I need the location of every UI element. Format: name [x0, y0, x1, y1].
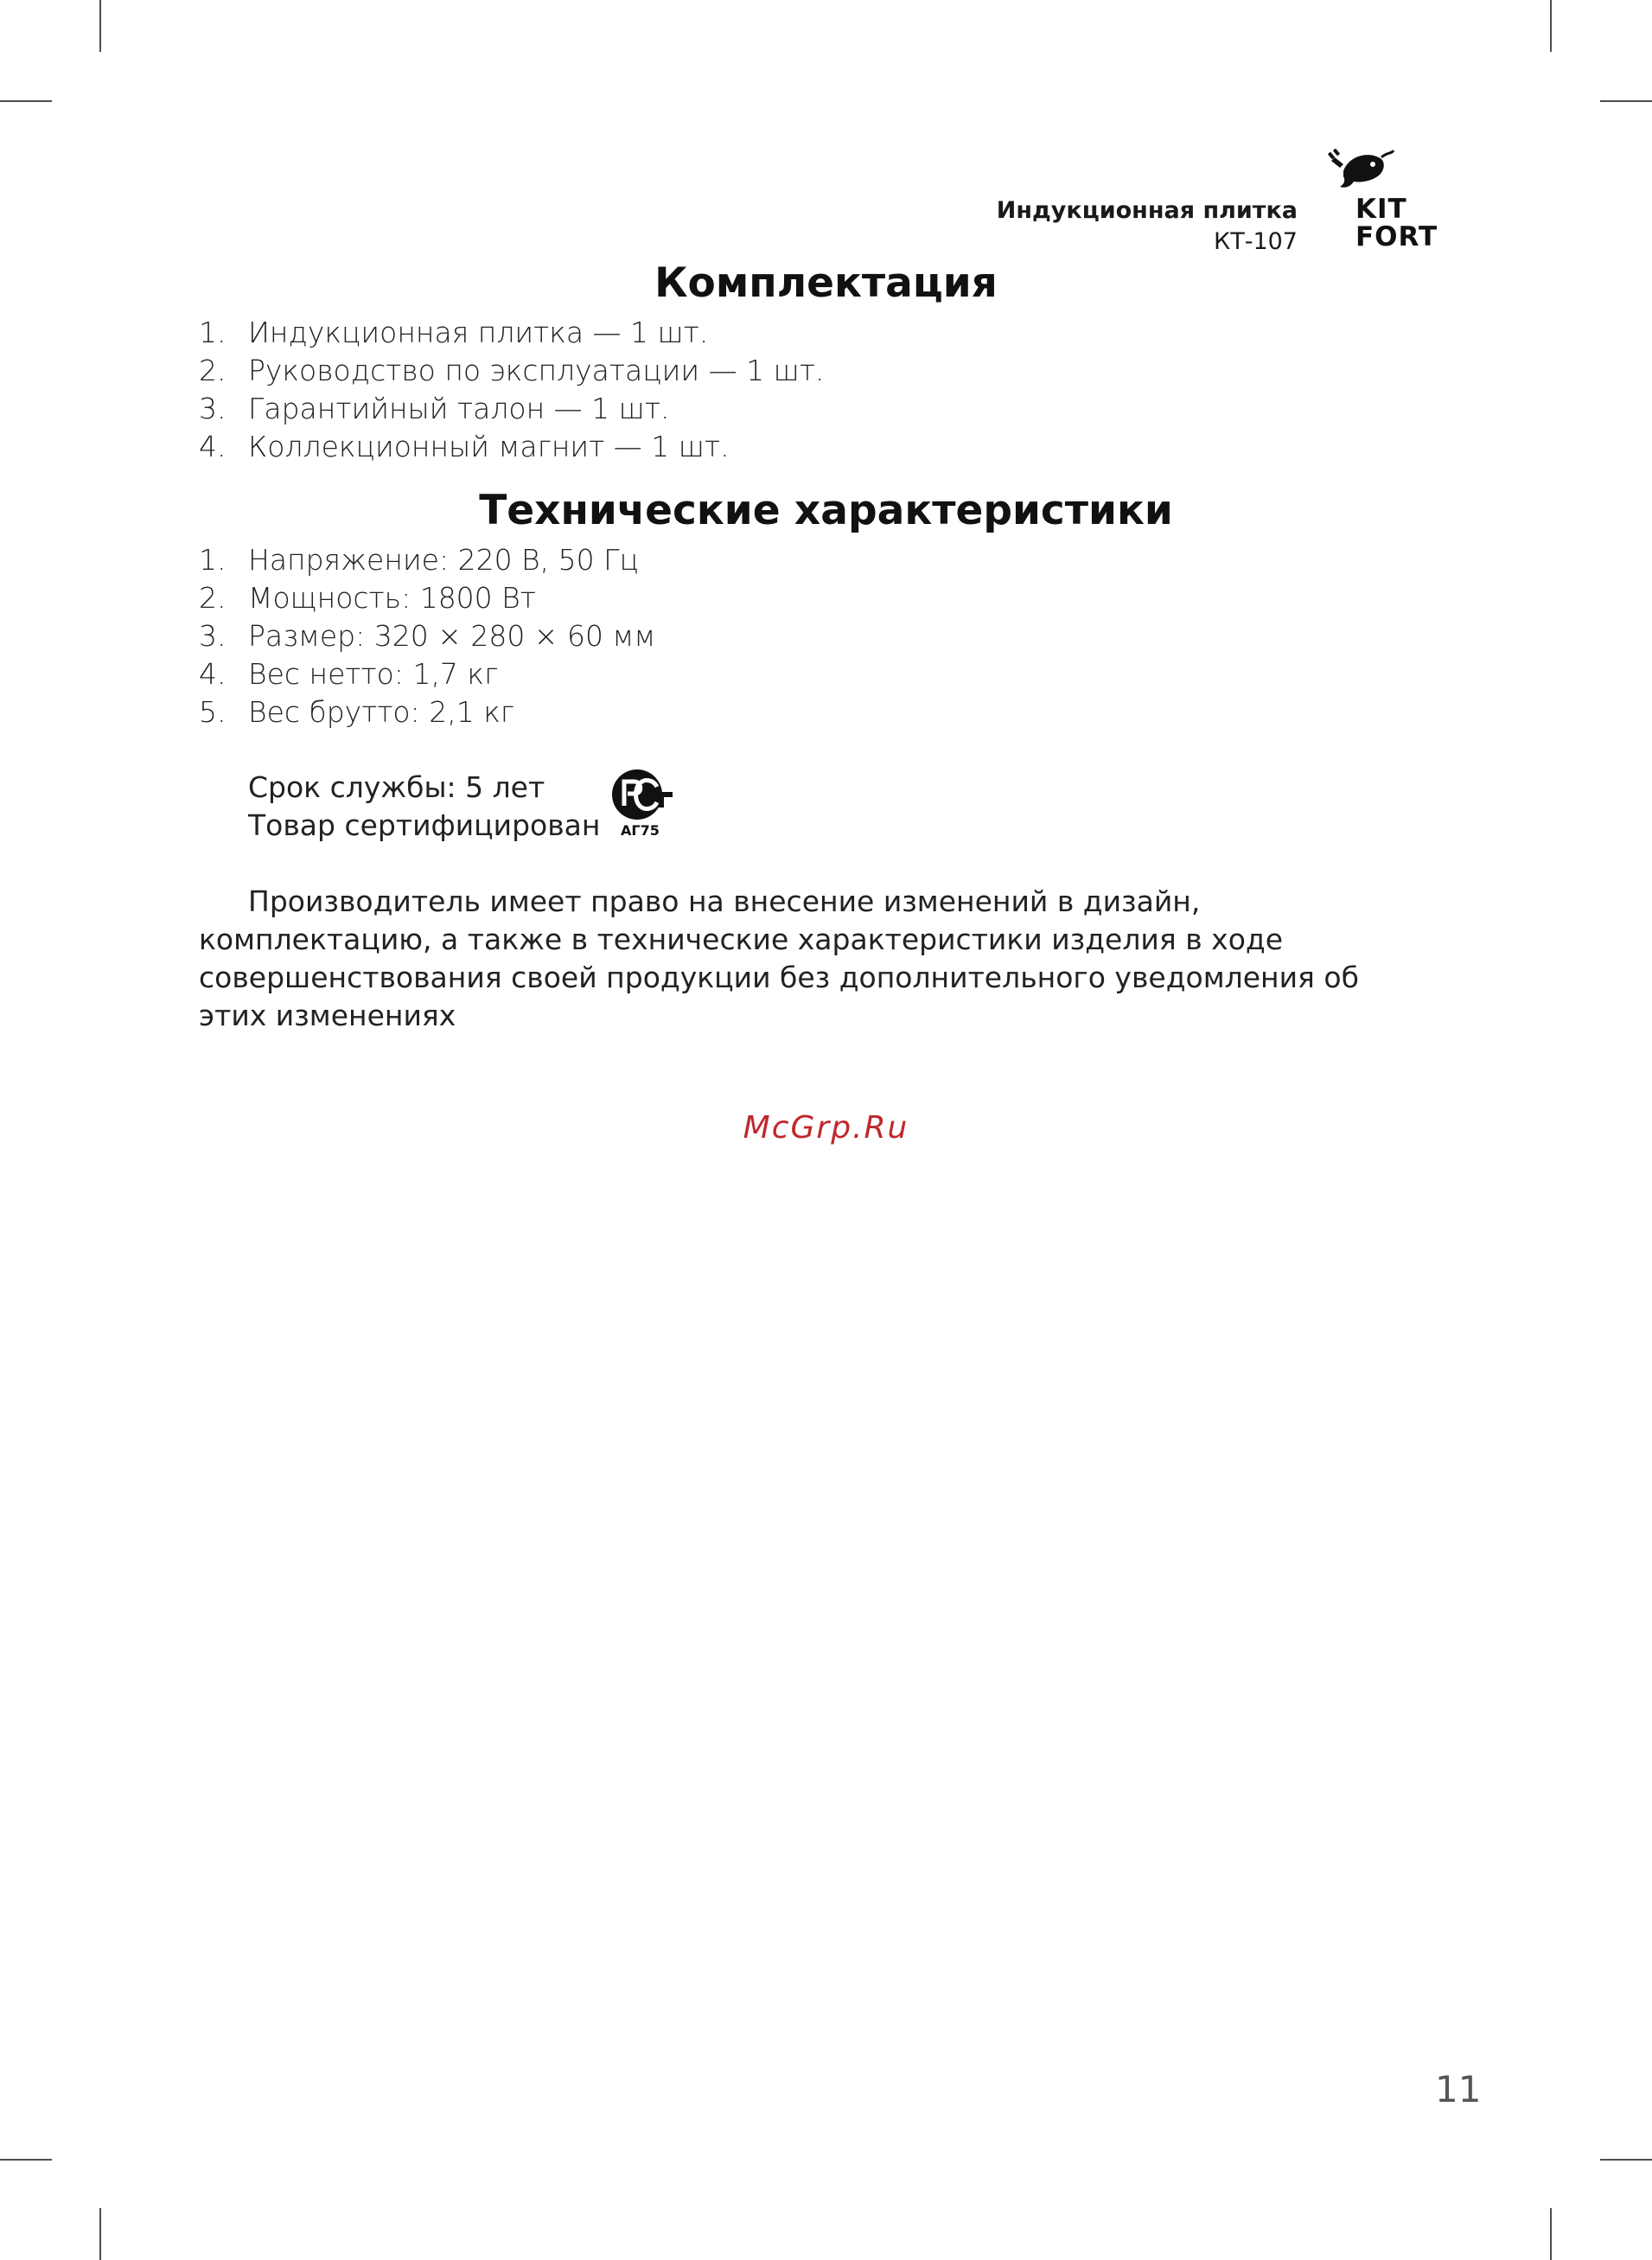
kit-title: Комплектация	[654, 259, 998, 307]
list-item: 3. Гарантийный талон — 1 шт.	[199, 392, 670, 425]
certified-note: Товар сертифицирован	[248, 808, 601, 842]
running-header	[997, 195, 1298, 258]
cert-code: АГ75	[621, 822, 660, 839]
list-item: 2. Руководство по эксплуатации — 1 шт.	[199, 354, 825, 387]
list-item: 2. Мощность: 1800 Вт	[199, 581, 536, 615]
disclaimer-paragraph: Производитель имеет право на внесение изменений в дизайн, комплектацию, а также в технические характеристики изделия в ходе совершенствования своей продукции без дополнительного уведомления об этих изменениях	[199, 884, 1359, 1032]
header-model: КТ-107	[1214, 228, 1298, 255]
crop-mark	[1550, 0, 1552, 52]
rst-certification-mark	[605, 768, 674, 846]
watermark: McGrp.Ru	[743, 1110, 909, 1146]
crop-mark	[1600, 100, 1652, 102]
crop-mark	[1600, 2159, 1652, 2161]
list-item: 4. Вес нетто: 1,7 кг	[199, 657, 499, 691]
service-life: Срок службы: 5 лет	[248, 770, 545, 804]
brand-wordmark: KIT FORT	[1355, 194, 1438, 252]
list-item: 4. Коллекционный магнит — 1 шт.	[199, 430, 730, 463]
crop-mark	[0, 2159, 52, 2161]
crop-mark	[99, 0, 101, 52]
list-item: 1. Напряжение: 220 В, 50 Гц	[199, 543, 639, 577]
list-item: 3. Размер: 320 × 280 × 60 мм	[199, 619, 656, 653]
list-item: 1. Индукционная плитка — 1 шт.	[199, 316, 709, 349]
kit-list	[199, 314, 824, 466]
service-info	[248, 769, 600, 845]
kitfort-logo	[1324, 145, 1437, 258]
crop-mark	[1550, 2208, 1552, 2260]
whale-plug-icon	[1324, 145, 1402, 197]
crop-mark	[99, 2208, 101, 2260]
list-item: 5. Вес брутто: 2,1 кг	[199, 695, 515, 729]
specs-title: Технические характеристики	[479, 487, 1173, 534]
specs-list	[199, 541, 655, 731]
page-number: 11	[1435, 2068, 1482, 2110]
pct-icon	[605, 768, 674, 821]
crop-mark	[0, 100, 52, 102]
header-product: Индукционная плитка	[996, 197, 1298, 224]
